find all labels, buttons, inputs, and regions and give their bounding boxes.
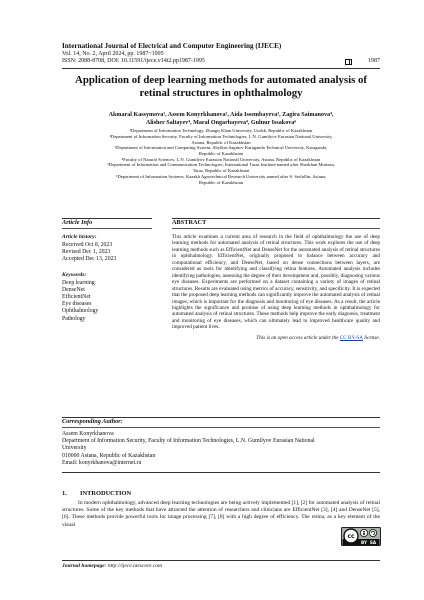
journal-name: International Journal of Electrical and Computer Engineering (IJECE)	[62, 42, 282, 50]
corresponding-name: Assem Konyrkhanova	[62, 431, 114, 437]
introduction-section	[62, 490, 380, 529]
paper-title: Application of deep learning methods for automated analysis of retinal structures in ophthalmology	[75, 74, 367, 99]
affiliation-line: ¹Department of Information Technology, Zhangir Khan University, Uralsk, Republic of Kazakhstan	[129, 128, 313, 134]
volume-line: Vol. 14, No. 2, April 2024, pp. 1987~1995	[62, 50, 164, 57]
page-number: 1987	[368, 58, 380, 64]
cc-badge-sa: SA	[369, 540, 377, 545]
keyword-item: Deep learning	[62, 279, 95, 286]
corresponding-affiliation-2: University	[62, 445, 87, 452]
corresponding-affiliation-1: Department of Information Security, Faculty of Information Technologies, L.N. Gumilyov Eurasian National	[62, 438, 315, 445]
footer-rule	[62, 560, 380, 561]
keyword-item: Pathology	[62, 315, 86, 322]
affiliation-line: ³Department of Information and Computing System, Abylkas Saginov Karaganda Technical University, Karaganda,	[114, 145, 328, 151]
keyword-item: Ophthalmology	[62, 308, 99, 315]
abstract-text: This article examines a current area of research in the field of ophthalmology the use of deep learning methods for automated analysis of retinal structures. This work explores the use of deep learning methods such as EfficientNet and DenseNet for the automated analysis of retinal structures in ophthalmology. EfficientNet, originally proposed to balance between accuracy and computational efficiency, and DenseNet, based on dense connections between layers, are considered as tools for identifying and classifying retina features. Automated analysis includes identifying pathologies, assessing the degree of their development and, possibly, diagnosing various eye diseases. Experiments are performed on a dataset containing a variety of images of retinal structures. Results are evaluated using metrics of accuracy, sensitivity, and specificity. It is expected that the proposed deep learning methods can significantly improve the automated analysis of retinal images, which is important for the diagnosis and monitoring of eye diseases. As a result, the article highlights the significance and promise of using deep learning methods in ophthalmology for automated analysis of retinal structures. These methods help improve the early diagnosis, treatment and monitoring of eye diseases, which can ultimately lead to improved healthcare quality and improved patient lives.	[172, 234, 380, 331]
history-received: Received Oct 8, 2023	[62, 242, 113, 248]
page-number-group	[345, 58, 380, 65]
abstract-column	[172, 218, 380, 341]
authors-block	[62, 112, 380, 185]
keywords	[62, 272, 152, 323]
corresponding-author	[62, 417, 380, 473]
section-number: 1.	[62, 490, 67, 497]
article-info-rule	[62, 228, 152, 229]
corresponding-rule	[62, 427, 380, 428]
open-access-note	[172, 335, 380, 341]
homepage-label: Journal homepage	[62, 563, 105, 569]
journal-homepage	[62, 563, 380, 569]
corresponding-bottom-rule	[62, 472, 380, 473]
affiliation-line: ²Department of Information Security, Faculty of Information Technologies, L.N. Gumilyov Eurasian National University,	[109, 133, 333, 139]
introduction-heading	[62, 490, 380, 498]
page-footer	[62, 560, 380, 569]
open-access-prefix: This is an open access article under the	[256, 334, 340, 341]
abstract-heading: ABSTRACT	[172, 219, 207, 226]
corresponding-address: 010000 Astana, Republic of Kazakhstan	[62, 452, 156, 459]
cc-badge-by: BY	[361, 540, 367, 545]
issn-doi-line: ISSN: 2088-8708, DOI: 10.11591/ijece.v14i2.pp1987-1995	[62, 58, 205, 64]
keywords-label: Keywords:	[62, 271, 87, 278]
corresponding-email[interactable]: Email: konyrkhanova@internet.ru	[62, 459, 142, 466]
affiliation-line: Republic of Kazakhstan	[198, 151, 244, 156]
keyword-item: EfficientNet	[62, 294, 91, 301]
corresponding-heading: Corresponding Author:	[62, 418, 123, 425]
issn-row	[62, 58, 380, 65]
article-info-heading: Article Info	[62, 219, 93, 226]
affiliation-line: ⁴Faculty of Natural Sciences, L.N. Gumilyov Eurasian National University, Astana, Republic of Kazakhstan	[121, 156, 321, 162]
affiliation-line: ⁵Department of Information and Communication Technologies, International Taraz Institute named after Sherkhan Murtaza,	[107, 162, 335, 168]
introduction-text: In modern ophthalmology, advanced deep learning technologies are being actively implemented [1], [2] for automated analysis of retinal structures. Some of the key methods that have attracted the attention of researchers and clinicians are EfficientNet [3], [4] and DenseNet [5], [6]. These methods provide powerful tools for image processing [7], [8] with a high degree of efficiency. The retina, as a key element of the visual	[62, 500, 380, 528]
journal-header	[62, 42, 380, 69]
homepage-url[interactable]: : http://ijece.iaescore.com	[104, 563, 163, 569]
book-icon	[345, 59, 352, 65]
license-link[interactable]: CC BY-SA	[339, 334, 363, 341]
keyword-item: DenseNet	[62, 286, 85, 293]
affiliation-line: Republic of Kazakhstan	[198, 179, 244, 185]
affiliation-line: ⁶Department of Information Systems, Kazakh Agrotechnical Research University named after S. Seifullin, Astana,	[115, 173, 327, 179]
cc-by-sa-badge-icon[interactable]	[341, 527, 381, 546]
section-title: INTRODUCTION	[80, 490, 132, 497]
article-info-column	[62, 218, 152, 331]
affiliation-line: Astana, Republic of Kazakhstan	[191, 139, 251, 145]
header-rule	[62, 68, 380, 69]
history-revised: Revised Dec 1, 2023	[62, 249, 111, 256]
affiliations	[62, 128, 380, 185]
cc-badge-top: cc	[347, 533, 355, 540]
article-history	[62, 234, 152, 264]
author-line-1: Akmaral Kassymova¹, Assem Konyrkhanova², Aida Issembayeva³, Zagira Saimanova⁴,	[108, 112, 334, 118]
history-label: Article history:	[62, 234, 97, 240]
keyword-item: Eye diseases	[62, 301, 92, 308]
author-line-2: Alisher Saltayev⁴, Maral Ongarbayeva⁴, Gulnur Issakova⁶	[145, 119, 297, 126]
history-accepted: Accepted Dec 13, 2023	[62, 256, 117, 263]
affiliation-line: Taraz, Republic of Kazakhstan	[192, 168, 250, 174]
open-access-suffix: license.	[363, 334, 380, 341]
abstract-rule	[172, 228, 380, 229]
